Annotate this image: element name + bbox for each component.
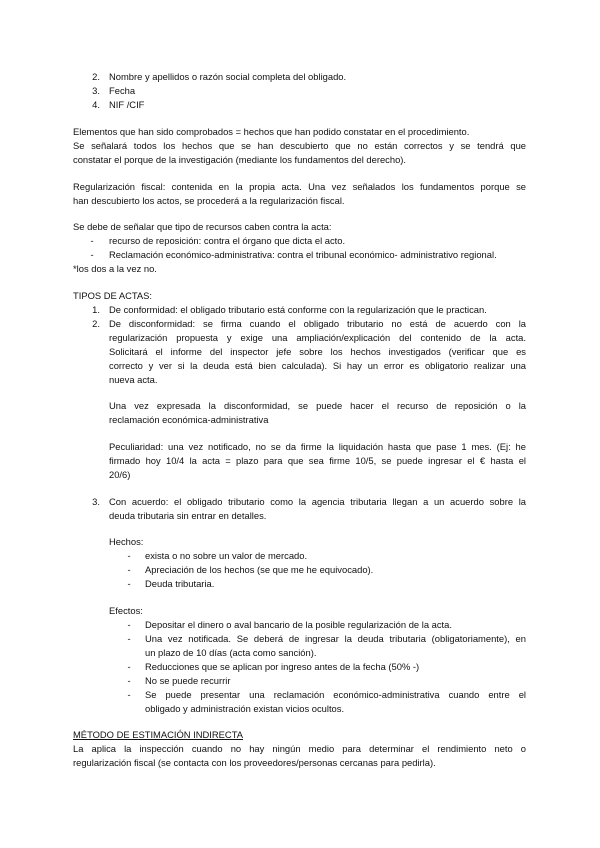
paragraph-line: regularización propuesta y exige una ampliación/explicación del contenido de la acta.	[109, 332, 526, 343]
bullet-item: Depositar el dinero o aval bancario de la posible regularización de la acta.	[145, 619, 452, 630]
paragraph-line: Solicitará el informe del inspector jefe sobre los hechos investigados (verificar que es	[109, 346, 526, 357]
list-number: 3.	[92, 496, 100, 507]
paragraph-line: Regularización fiscal: contenida en la propia acta. Una vez señalados los fundamentos porque se	[73, 181, 526, 192]
bullet-item: Reclamación económico-administrativa: contra el tribunal económico- administrativo regional.	[109, 249, 497, 260]
bullet-item: Reducciones que se aplican por ingreso antes de la fecha (50% -)	[145, 661, 420, 672]
paragraph-line: firmado hoy 10/4 la acta = plazo para que sea firme 10/5, se puede ingresar el € hasta el	[109, 455, 526, 466]
paragraph-line: La aplica la inspección cuando no hay ningún medio para determinar el rendimiento neto o	[73, 743, 526, 754]
paragraph-line: Se debe de señalar que tipo de recursos caben contra la acta:	[73, 221, 332, 232]
paragraph-line: Peculiaridad: una vez notificado, no se da firme la liquidación hasta que pase 1 mes. (Ej: he	[109, 441, 526, 452]
paragraph-line: Se señalará todos los hechos que se han descubierto que no están correctos y se tendrá que	[73, 140, 526, 151]
paragraph-line: Elementos que han sido comprobados = hechos que han podido constatar en el procedimiento.	[73, 126, 470, 137]
dash-bullet: -	[127, 633, 131, 644]
list-number: 4.	[92, 99, 100, 110]
list-item-text: NIF /CIF	[109, 99, 145, 110]
bullet-item: Una vez notificada. Se deberá de ingresar la deuda tributaria (obligatoriamente), en	[145, 633, 526, 644]
paragraph-line: constatar el porque de la investigación (mediante los fundamentos del derecho).	[73, 154, 407, 165]
list-number: 2.	[92, 71, 100, 82]
paragraph-line: regularización fiscal (se contacta con los proveedores/personas cercanas para pedirla).	[73, 757, 436, 768]
paragraph-line: reclamación económica-administrativa	[109, 414, 269, 425]
subheading: Efectos:	[109, 605, 143, 616]
paragraph-line: Con acuerdo: el obligado tributario como la agencia tributaria llegan a un acuerdo sobre la	[109, 496, 526, 507]
bullet-item: exista o no sobre un valor de mercado.	[145, 550, 308, 561]
list-number: 1.	[92, 304, 100, 315]
dash-bullet: -	[127, 689, 131, 700]
list-number: 3.	[92, 85, 100, 96]
bullet-item-continued: obligado y administración existan vicios ocultos.	[145, 703, 345, 714]
dash-bullet: -	[127, 675, 131, 686]
bullet-item: Apreciación de los hechos (se que me he equivocado).	[145, 564, 374, 575]
note: *los dos a la vez no.	[73, 263, 157, 274]
dash-bullet: -	[127, 619, 131, 630]
list-item-text: Nombre y apellidos o razón social completa del obligado.	[109, 71, 347, 82]
dash-bullet: -	[90, 249, 94, 260]
bullet-item: Deuda tributaria.	[145, 578, 215, 589]
section-heading: MÉTODO DE ESTIMACIÓN INDIRECTA	[73, 729, 243, 740]
paragraph-line: deuda tributaria sin entrar en detalles.	[109, 510, 267, 521]
paragraph-line: nueva acta.	[109, 374, 158, 385]
dash-bullet: -	[90, 235, 94, 246]
paragraph-line: De disconformidad: se firma cuando el obligado tributario no está de acuerdo con la	[109, 318, 526, 329]
dash-bullet: -	[127, 564, 131, 575]
subheading: Hechos:	[109, 536, 144, 547]
dash-bullet: -	[127, 578, 131, 589]
paragraph-line: han descubierto los actos, se procederá a la regularización fiscal.	[73, 195, 345, 206]
bullet-item: Se puede presentar una reclamación económico-administrativa cuando entre el	[145, 689, 526, 700]
bullet-item: No se puede recurrir	[145, 675, 231, 686]
list-item-text: Fecha	[109, 85, 136, 96]
bullet-item-continued: un plazo de 10 días (acta como sanción).	[145, 647, 317, 658]
paragraph-line: 20/6)	[109, 469, 131, 480]
dash-bullet: -	[127, 661, 131, 672]
list-item-text: De conformidad: el obligado tributario está conforme con la regularización que le practican.	[109, 304, 487, 315]
paragraph-line: Una vez expresada la disconformidad, se puede hacer el recurso de reposición o la	[109, 400, 526, 411]
list-number: 2.	[92, 318, 100, 329]
dash-bullet: -	[127, 550, 131, 561]
paragraph-line: correcto y ver si la deuda está bien calculada). Si hay un error es obligatorio realizar una	[109, 360, 526, 371]
bullet-item: recurso de reposición: contra el órgano que dicta el acto.	[109, 235, 346, 246]
section-heading: TIPOS DE ACTAS:	[73, 290, 153, 301]
